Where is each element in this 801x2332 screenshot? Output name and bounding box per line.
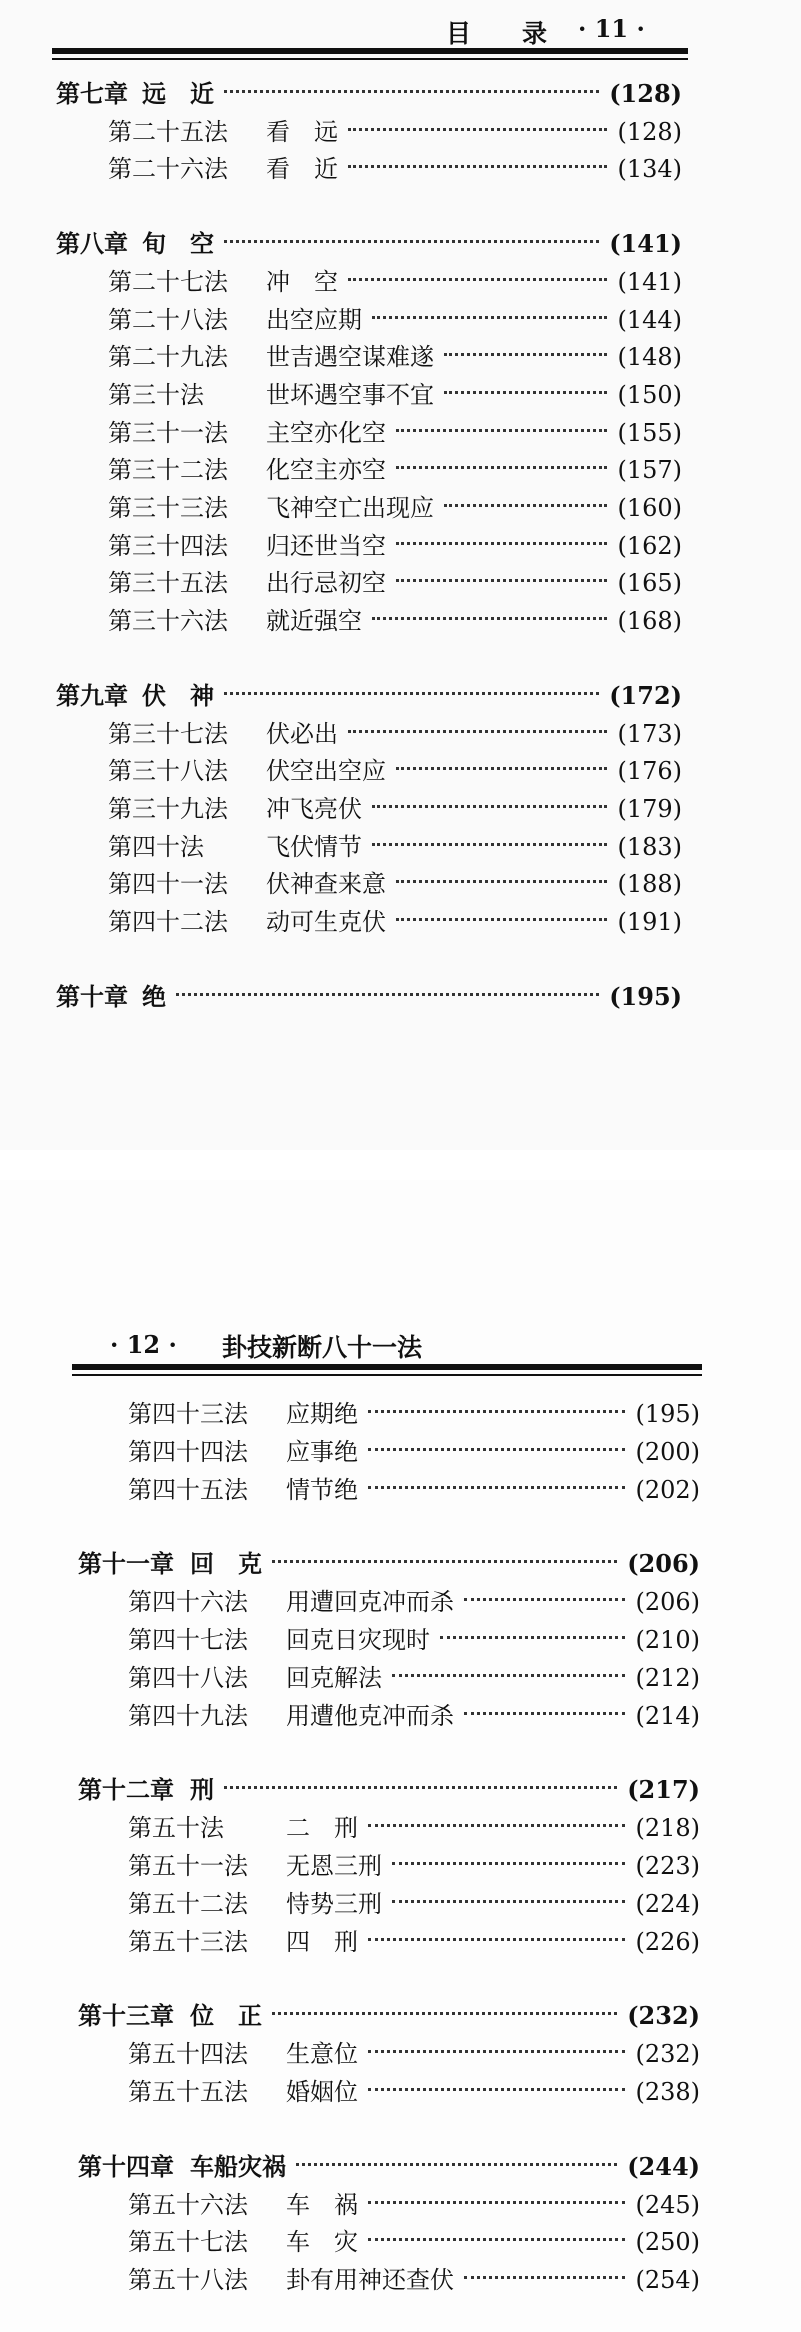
dot-leader: [396, 429, 607, 432]
dot-leader: [348, 165, 607, 168]
toc-chapter-entry[interactable]: [56, 76, 682, 112]
header-book-title: 卦技新断八十一法: [222, 1333, 423, 1362]
method-number: 第五十七法: [128, 2228, 248, 2257]
method-number: 第三十一法: [108, 418, 228, 447]
method-number: 第五十六法: [128, 2190, 248, 2219]
dot-leader: [348, 128, 607, 131]
toc-chapter-entry[interactable]: [78, 1998, 700, 2034]
dot-leader: [224, 240, 599, 243]
dot-leader: [296, 2163, 617, 2166]
page-reference: (191): [617, 908, 682, 936]
method-number: 第三十八法: [108, 757, 228, 786]
dot-leader: [368, 2238, 625, 2241]
method-number: 第三十五法: [108, 569, 228, 598]
header-page-number: · 12 ·: [110, 1330, 177, 1359]
toc-method-entry[interactable]: [128, 1848, 700, 1884]
toc-method-entry[interactable]: [128, 2224, 700, 2260]
dot-leader: [224, 692, 599, 695]
method-title: 世吉遇空谋难遂: [266, 343, 434, 372]
method-title: 恃势三刑: [286, 1889, 382, 1918]
toc-method-entry[interactable]: [108, 528, 682, 564]
toc-method-entry[interactable]: [108, 452, 682, 488]
page-reference: (212): [635, 1663, 700, 1692]
page-reference: (172): [609, 680, 682, 710]
dot-leader: [464, 1598, 625, 1601]
toc-method-entry[interactable]: [128, 1924, 700, 1960]
dot-leader: [396, 579, 607, 582]
method-number: 第五十四法: [128, 2040, 248, 2069]
dot-leader: [368, 1486, 625, 1489]
chapter-number: 第十四章: [78, 2151, 174, 2181]
toc-method-entry[interactable]: [128, 2074, 700, 2110]
page-reference: (202): [635, 1475, 700, 1504]
dot-leader: [372, 805, 607, 808]
dot-leader: [464, 1712, 625, 1715]
chapter-number: 第十一章: [78, 1549, 174, 1579]
chapter-number: 第十二章: [78, 1775, 174, 1805]
toc-method-entry[interactable]: [128, 1434, 700, 1470]
method-number: 第四十九法: [128, 1701, 248, 1730]
toc-method-entry[interactable]: [108, 829, 682, 865]
method-number: 第四十六法: [128, 1588, 248, 1617]
dot-leader: [348, 278, 607, 281]
method-title: 伏神查来意: [266, 870, 386, 899]
page-reference: (183): [617, 832, 682, 861]
page-reference: (188): [617, 870, 682, 899]
toc-method-entry[interactable]: [108, 339, 682, 375]
chapter-title: 刑: [190, 1775, 214, 1805]
page-reference: (162): [617, 531, 682, 560]
dot-leader: [464, 2276, 625, 2279]
chapter-title: 回 克: [190, 1549, 262, 1579]
toc-method-entry[interactable]: [108, 716, 682, 752]
page-reference: (232): [627, 2001, 700, 2031]
method-title: 归还世当空: [266, 531, 386, 560]
method-title: 世坏遇空事不宜: [266, 380, 434, 409]
chapter-number: 第十章: [56, 981, 128, 1011]
page-reference: (232): [635, 2040, 700, 2069]
page-reference: (217): [627, 1775, 700, 1805]
dot-leader: [348, 730, 607, 733]
page-reference: (165): [617, 569, 682, 598]
page-reference: (155): [617, 418, 682, 447]
method-title: 主空亦化空: [266, 418, 386, 447]
method-title: 伏空出空应: [266, 757, 386, 786]
toc-method-entry[interactable]: [108, 791, 682, 827]
method-title: 冲 空: [266, 267, 338, 296]
dot-leader: [396, 767, 607, 770]
header-left-char: 目: [446, 19, 472, 48]
toc-page-11: [0, 0, 801, 1150]
dot-leader: [444, 391, 607, 394]
method-number: 第二十九法: [108, 343, 228, 372]
method-number: 第四十四法: [128, 1437, 248, 1466]
method-title: 生意位: [286, 2040, 358, 2069]
method-number: 第四十三法: [128, 1400, 248, 1428]
dot-leader: [368, 1938, 625, 1941]
method-number: 第五十三法: [128, 1927, 248, 1956]
toc-method-entry[interactable]: [108, 866, 682, 902]
dot-leader: [272, 2012, 617, 2015]
method-title: 应事绝: [286, 1437, 358, 1466]
page-gap: [0, 1150, 801, 1180]
method-number: 第五十法: [128, 1814, 224, 1843]
header-rule-thin: [52, 58, 688, 60]
page-reference: (128): [617, 117, 682, 146]
method-title: 出行忌初空: [266, 569, 386, 598]
toc-method-entry[interactable]: [108, 753, 682, 789]
chapter-title: 位 正: [190, 2001, 262, 2031]
page-reference: (250): [635, 2228, 700, 2257]
toc-method-entry[interactable]: [128, 1396, 700, 1432]
page-reference: (206): [627, 1549, 700, 1579]
page-reference: (195): [609, 981, 682, 1011]
method-number: 第三十六法: [108, 607, 228, 636]
method-title: 化空主亦空: [266, 456, 386, 485]
method-number: 第五十二法: [128, 1889, 248, 1918]
method-title: 回克解法: [286, 1663, 382, 1692]
method-title: 伏必出: [266, 719, 338, 748]
method-number: 第四十八法: [128, 1663, 248, 1692]
toc-method-entry[interactable]: [108, 377, 682, 413]
dot-leader: [444, 504, 607, 507]
page-reference: (160): [617, 494, 682, 522]
chapter-number: 第七章: [56, 79, 128, 108]
page-reference: (148): [617, 343, 682, 372]
method-title: 回克日灾现时: [286, 1626, 430, 1654]
method-title: 婚姻位: [286, 2078, 358, 2106]
page-reference: (254): [635, 2266, 700, 2295]
page-reference: (214): [635, 1701, 700, 1730]
toc-method-entry[interactable]: [128, 2036, 700, 2072]
dot-leader: [176, 993, 599, 996]
toc-chapter-entry[interactable]: [56, 226, 682, 262]
dot-leader: [224, 1786, 617, 1789]
page-reference: (168): [617, 607, 682, 636]
method-title: 二 刑: [286, 1814, 358, 1843]
header-page-number: · 11 ·: [578, 14, 645, 43]
toc-chapter-entry[interactable]: [78, 2149, 700, 2185]
method-title: 情节绝: [286, 1475, 358, 1504]
dot-leader: [392, 1862, 625, 1865]
method-number: 第三十七法: [108, 719, 228, 748]
method-number: 第四十法: [108, 832, 204, 861]
toc-method-entry[interactable]: [108, 490, 682, 526]
header-rule-thin: [72, 1374, 702, 1376]
chapter-number: 第八章: [56, 229, 128, 259]
dot-leader: [396, 880, 607, 883]
method-number: 第二十七法: [108, 267, 228, 296]
method-number: 第五十八法: [128, 2266, 248, 2295]
header-right-char: 录: [522, 19, 548, 48]
toc-method-entry[interactable]: [128, 2262, 700, 2298]
toc-method-entry[interactable]: [128, 2187, 700, 2223]
method-title: 飞伏情节: [266, 832, 362, 861]
chapter-title: 车船灾祸: [190, 2151, 286, 2181]
toc-method-entry[interactable]: [108, 565, 682, 601]
dot-leader: [272, 1560, 617, 1563]
method-title: 卦有用神还查伏: [286, 2266, 454, 2295]
toc-chapter-entry[interactable]: [56, 979, 682, 1015]
header-rule-thick: [52, 48, 688, 54]
method-title: 冲飞亮伏: [266, 794, 362, 823]
method-number: 第四十五法: [128, 1475, 248, 1504]
page-reference: (223): [635, 1852, 700, 1880]
method-title: 看 远: [266, 117, 338, 146]
page-reference: (179): [617, 794, 682, 823]
toc-method-entry[interactable]: [128, 1472, 700, 1508]
method-title: 就近强空: [266, 607, 362, 636]
toc-method-entry[interactable]: [128, 1584, 700, 1620]
toc-chapter-entry[interactable]: [56, 678, 682, 714]
dot-leader: [368, 1448, 625, 1451]
chapter-title: 远 近: [142, 79, 214, 108]
toc-method-entry[interactable]: [108, 302, 682, 338]
dot-leader: [392, 1900, 625, 1903]
method-number: 第三十九法: [108, 794, 228, 823]
page-reference: (173): [617, 719, 682, 748]
dot-leader: [440, 1636, 625, 1639]
method-number: 第五十五法: [128, 2078, 248, 2106]
method-number: 第四十一法: [108, 870, 228, 899]
method-title: 出空应期: [266, 305, 362, 334]
method-title: 四 刑: [286, 1927, 358, 1956]
chapter-number: 第九章: [56, 680, 128, 710]
dot-leader: [396, 918, 607, 921]
dot-leader: [444, 353, 607, 356]
page-reference: (144): [617, 305, 682, 334]
dot-leader: [368, 1410, 625, 1413]
method-number: 第二十八法: [108, 305, 228, 334]
page-reference: (150): [617, 380, 682, 409]
dot-leader: [392, 1674, 625, 1677]
toc-method-entry[interactable]: [108, 415, 682, 451]
toc-method-entry[interactable]: [108, 114, 682, 150]
method-title: 看 近: [266, 155, 338, 184]
dot-leader: [396, 542, 607, 545]
toc-method-entry[interactable]: [108, 151, 682, 187]
dot-leader: [368, 2088, 625, 2091]
chapter-number: 第十三章: [78, 2001, 174, 2031]
method-title: 飞神空亡出现应: [266, 494, 434, 522]
toc-page-12: [0, 1180, 801, 2332]
chapter-title: 绝: [142, 981, 166, 1011]
method-title: 应期绝: [286, 1400, 358, 1428]
page-reference: (226): [635, 1927, 700, 1956]
page-reference: (195): [635, 1400, 700, 1428]
page-reference: (141): [617, 267, 682, 296]
toc-chapter-entry[interactable]: [78, 1546, 700, 1582]
dot-leader: [368, 2050, 625, 2053]
page-reference: (200): [635, 1437, 700, 1466]
toc-method-entry[interactable]: [128, 1810, 700, 1846]
toc-chapter-entry[interactable]: [78, 1772, 700, 1808]
page-reference: (218): [635, 1814, 700, 1843]
toc-method-entry[interactable]: [108, 603, 682, 639]
page-reference: (134): [617, 155, 682, 184]
page-reference: (128): [609, 79, 682, 108]
page-reference: (176): [617, 757, 682, 786]
method-title: 用遭回克冲而杀: [286, 1588, 454, 1617]
toc-method-entry[interactable]: [128, 1660, 700, 1696]
toc-method-entry[interactable]: [108, 264, 682, 300]
chapter-title: 旬 空: [142, 229, 214, 259]
header-rule-thick: [72, 1364, 702, 1370]
method-title: 车 灾: [286, 2228, 358, 2257]
dot-leader: [368, 1824, 625, 1827]
page-reference: (141): [609, 229, 682, 259]
method-number: 第五十一法: [128, 1852, 248, 1880]
method-title: 用遭他克冲而杀: [286, 1701, 454, 1730]
method-title: 车 祸: [286, 2190, 358, 2219]
dot-leader: [396, 466, 607, 469]
chapter-title: 伏 神: [142, 680, 214, 710]
page-reference: (245): [635, 2190, 700, 2219]
method-title: 无恩三刑: [286, 1852, 382, 1880]
page-reference: (210): [635, 1626, 700, 1654]
dot-leader: [372, 617, 607, 620]
page-reference: (244): [627, 2151, 700, 2181]
page-reference: (157): [617, 456, 682, 485]
method-number: 第三十三法: [108, 494, 228, 522]
toc-method-entry[interactable]: [128, 1886, 700, 1922]
method-number: 第二十六法: [108, 155, 228, 184]
method-number: 第三十四法: [108, 531, 228, 560]
page-reference: (206): [635, 1588, 700, 1617]
dot-leader: [372, 843, 607, 846]
method-number: 第三十法: [108, 380, 204, 409]
dot-leader: [368, 2201, 625, 2204]
method-number: 第三十二法: [108, 456, 228, 485]
method-title: 动可生克伏: [266, 908, 386, 936]
page-reference: (238): [635, 2078, 700, 2106]
toc-method-entry[interactable]: [128, 1622, 700, 1658]
toc-method-entry[interactable]: [128, 1698, 700, 1734]
dot-leader: [224, 90, 599, 93]
dot-leader: [372, 316, 607, 319]
method-number: 第四十二法: [108, 908, 228, 936]
toc-method-entry[interactable]: [108, 904, 682, 940]
method-number: 第二十五法: [108, 117, 228, 146]
page-reference: (224): [635, 1889, 700, 1918]
method-number: 第四十七法: [128, 1626, 248, 1654]
